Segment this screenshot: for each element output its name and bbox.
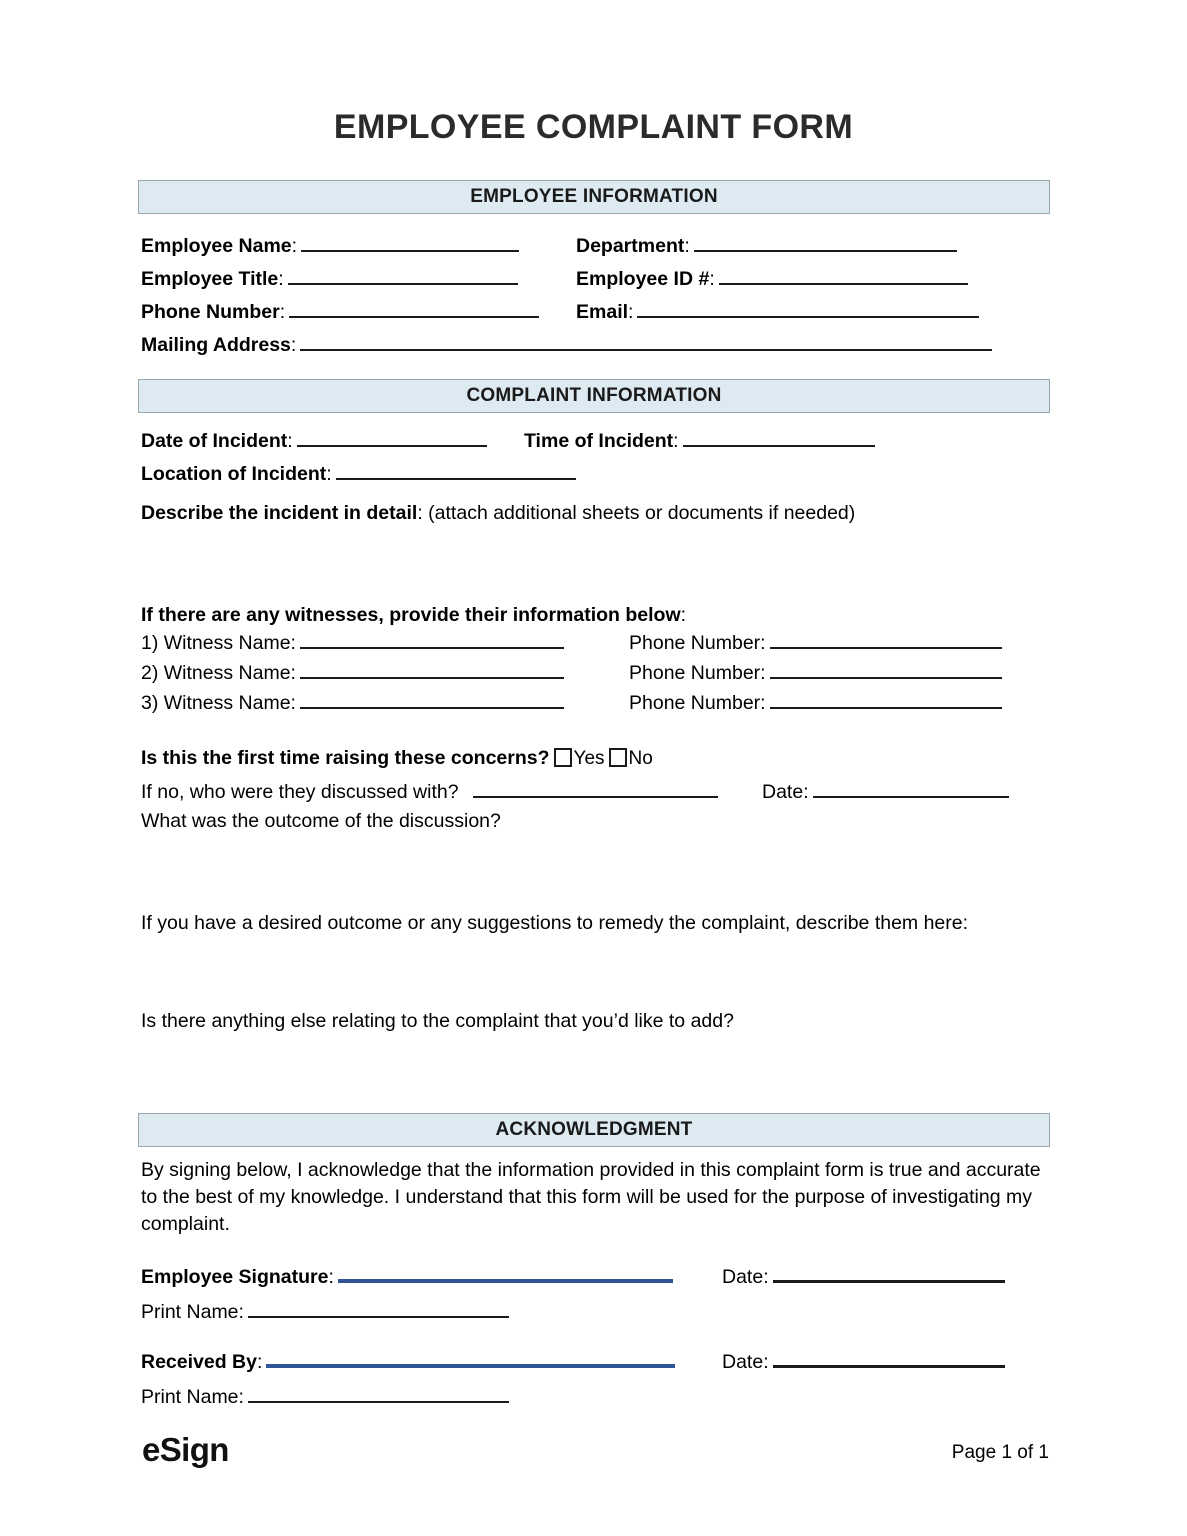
discussed-date-label: Date: [762, 781, 804, 803]
witness-1-phone-label: Phone Number: [629, 632, 761, 654]
witness-row-3: 3) Witness Name:: [141, 690, 566, 716]
discussed-with-label: If no, who were they discussed with?: [141, 781, 459, 803]
witness-row-2-phone: Phone Number:: [629, 660, 1004, 686]
witness-3-index: 3): [141, 692, 159, 714]
field-row-name-department: Employee Name:: [141, 233, 521, 259]
desired-outcome-question-row: [141, 910, 968, 936]
anything-else-question-row: [141, 1008, 734, 1034]
anything-else-textarea[interactable]: [141, 1040, 1049, 1108]
employee-print-name-label: Print Name: [141, 1301, 239, 1323]
mailing-address-label: Mailing Address: [141, 334, 291, 356]
employee-print-name-input[interactable]: [248, 1301, 509, 1318]
witness-section-heading: If there are any witnesses, provide their information below:: [141, 604, 687, 626]
employee-title-input[interactable]: [288, 268, 518, 285]
discussed-date-row: Date:: [762, 779, 1011, 805]
employee-signature-input[interactable]: [338, 1267, 673, 1283]
witness-row-2: 2) Witness Name:: [141, 660, 566, 686]
desired-outcome-textarea[interactable]: [141, 942, 1049, 1002]
employee-id-input[interactable]: [719, 268, 968, 285]
outcome-question-row: [141, 808, 501, 834]
section-header-complaint-information: COMPLAINT INFORMATION: [138, 379, 1050, 413]
employee-signature-date-input[interactable]: [773, 1266, 1005, 1283]
received-by-label: Received By: [141, 1351, 257, 1373]
desired-outcome-label: If you have a desired outcome or any suggestions to remedy the complaint, describe them here:: [141, 912, 969, 934]
location-of-incident-label: Location of Incident: [141, 463, 327, 485]
witness-1-index: 1): [141, 632, 159, 654]
checkbox-no-label: No: [628, 748, 653, 769]
describe-incident-textarea[interactable]: [141, 532, 1049, 594]
time-of-incident-input[interactable]: [683, 430, 875, 447]
witness-1-name-input[interactable]: [300, 632, 564, 649]
date-of-incident-label: Date of Incident: [141, 430, 288, 452]
field-row-department: Department:: [576, 233, 959, 259]
describe-incident-label: Describe the incident in detail: [141, 502, 418, 524]
received-print-name-label: Print Name: [141, 1386, 239, 1408]
page-title: EMPLOYEE COMPLAINT FORM: [333, 108, 854, 146]
mailing-address-input[interactable]: [300, 334, 992, 351]
employee-signature-label: Employee Signature: [141, 1266, 329, 1288]
section-header-employee-information: EMPLOYEE INFORMATION: [138, 180, 1050, 214]
first-time-question-label: Is this the first time raising these concerns?: [141, 747, 550, 769]
checkbox-yes-label: Yes: [573, 748, 605, 769]
witness-3-name-input[interactable]: [300, 692, 564, 709]
employee-signature-row: Employee Signature:: [141, 1264, 675, 1290]
date-of-incident-input[interactable]: [297, 430, 487, 447]
witness-row-3-phone: Phone Number:: [629, 690, 1004, 716]
received-print-name-row: Print Name:: [141, 1384, 511, 1410]
employee-id-label: Employee ID #: [576, 268, 710, 290]
department-label: Department: [576, 235, 685, 257]
employee-signature-date-label: Date: [722, 1266, 764, 1288]
field-row-employee-id: Employee ID #:: [576, 266, 970, 292]
time-of-incident-label: Time of Incident: [524, 430, 674, 452]
field-row-incident-datetime: Date of Incident:: [141, 428, 489, 454]
field-row-location-of-incident: Location of Incident:: [141, 461, 578, 487]
location-of-incident-input[interactable]: [336, 463, 576, 480]
witness-heading-label: If there are any witnesses, provide their information below: [141, 604, 681, 626]
esign-logo: eSign: [142, 1431, 229, 1468]
discussed-with-input[interactable]: [473, 781, 718, 798]
acknowledgment-body-text: By signing below, I acknowledge that the information provided in this complaint form is true and accurate to the best of my knowledge. I understand that this form will be used for the purpose of investigating my complaint.: [141, 1159, 1041, 1235]
witness-1-phone-input[interactable]: [770, 632, 1002, 649]
outcome-question-label: What was the outcome of the discussion?: [141, 810, 501, 832]
witness-3-phone-label: Phone Number: [629, 692, 761, 714]
witness-3-name-label: Witness Name: [163, 692, 291, 714]
witness-2-phone-label: Phone Number: [629, 662, 761, 684]
witness-1-name-label: Witness Name: [163, 632, 291, 654]
anything-else-label: Is there anything else relating to the complaint that you’d like to add?: [141, 1010, 734, 1032]
section-header-acknowledgment: ACKNOWLEDGMENT: [138, 1113, 1050, 1147]
employee-print-name-row: Print Name:: [141, 1299, 511, 1325]
received-by-date-row: Date:: [722, 1349, 1007, 1375]
describe-incident-prompt: Describe the incident in detail: (attach additional sheets or documents if needed): [141, 502, 856, 524]
email-label: Email: [576, 301, 629, 323]
witness-row-1: 1) Witness Name:: [141, 630, 566, 656]
checkbox-no[interactable]: [609, 748, 627, 767]
checkbox-yes[interactable]: [554, 748, 572, 767]
received-print-name-input[interactable]: [248, 1386, 509, 1403]
field-row-email: Email:: [576, 299, 981, 325]
field-row-phone-email: Phone Number:: [141, 299, 541, 325]
received-by-input[interactable]: [266, 1352, 675, 1368]
witness-2-name-label: Witness Name: [163, 662, 291, 684]
employee-signature-date-row: Date:: [722, 1264, 1007, 1290]
employee-name-label: Employee Name: [141, 235, 292, 257]
department-input[interactable]: [694, 235, 957, 252]
outcome-textarea[interactable]: [141, 840, 1049, 902]
employee-name-input[interactable]: [301, 235, 519, 252]
received-by-date-input[interactable]: [773, 1351, 1005, 1368]
phone-number-input[interactable]: [289, 301, 539, 318]
employee-title-label: Employee Title: [141, 268, 279, 290]
discussed-with-row: [141, 779, 720, 805]
first-time-question-row: [141, 745, 653, 772]
received-by-row: Received By:: [141, 1349, 677, 1375]
email-input[interactable]: [637, 301, 979, 318]
received-by-date-label: Date: [722, 1351, 764, 1373]
phone-number-label: Phone Number: [141, 301, 280, 323]
field-row-time-of-incident: Time of Incident:: [524, 428, 877, 454]
describe-incident-hint: (attach additional sheets or documents if needed): [428, 502, 856, 524]
witness-2-index: 2): [141, 662, 159, 684]
witness-2-name-input[interactable]: [300, 662, 564, 679]
discussed-date-input[interactable]: [813, 781, 1009, 798]
witness-3-phone-input[interactable]: [770, 692, 1002, 709]
page-number: Page 1 of 1: [951, 1442, 1049, 1463]
witness-row-1-phone: Phone Number:: [629, 630, 1004, 656]
witness-2-phone-input[interactable]: [770, 662, 1002, 679]
field-row-title-id: Employee Title:: [141, 266, 520, 292]
field-row-mailing-address: Mailing Address:: [141, 332, 994, 358]
